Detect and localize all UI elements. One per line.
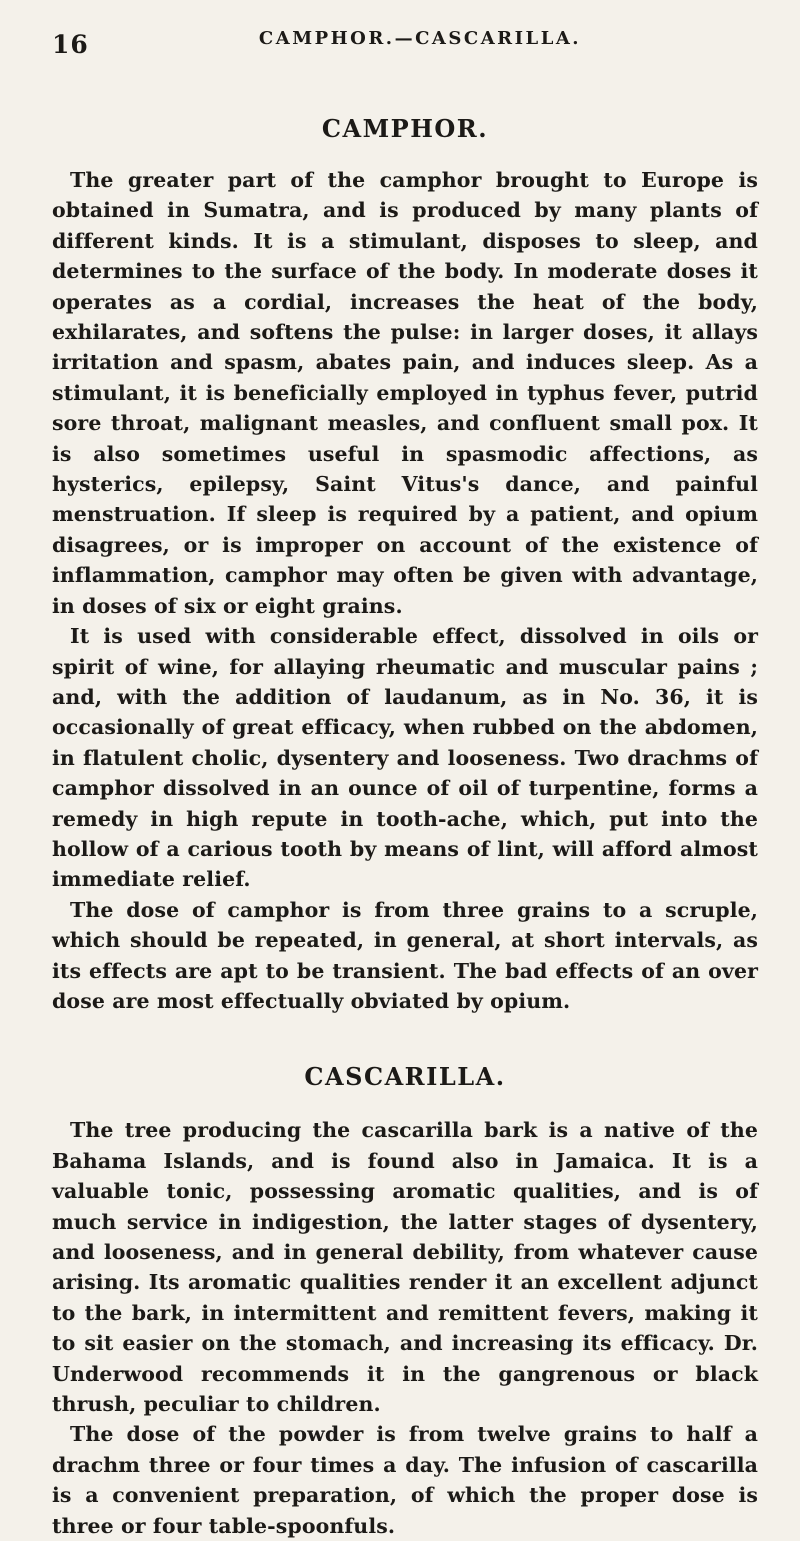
paragraph: It is used with considerable effect, dissolved in oils or spirit of wine, for allaying rheumatic and muscular pains ; and, with the addition of laudanum, as in No. 36, it is occasionally of great efficacy, when rubbed on the abdomen, in flatulent cholic, dysentery and looseness. Two drachms of camphor dissolved in an ounce of oil of turpentine, forms a remedy in high repute in tooth-ache, which, put into the hollow of a carious tooth by means of lint, will afford almost immediate relief. [52,624,758,892]
paragraph: The dose of camphor is from three grains to a scruple, which should be repeated, in general, at short intervals, as its effects are apt to be transient. The bad effects of an over dose are most effectually obviated by opium. [52,897,758,1013]
section-title-camphor: CAMPHOR. [321,114,489,143]
page-number: 16 [52,30,89,59]
paragraph: The greater part of the camphor brought to Europe is obtained in Sumatra, and is produced by many plants of different kinds. It is a stimulant, disposes to sleep, and determines to the surface of the body. In moderate doses it operates as a cordial, increases the heat of the body, exhilarates, and softens the pulse: in larger doses, it allays irritation and spasm, abates pain, and induces sleep. As a stimulant, it is beneficially employed in typhus fever, putrid sore throat, malignant measles, and confluent small pox. It is also sometimes useful in spasmodic affections, as hysterics, epilepsy, Saint Vitus's dance, and painful menstruation. If sleep is required by a patient, and opium disagrees, or is improper on account of the existence of inflammation, camphor may often be given with advantage, in doses of six or eight grains. [52,168,758,618]
section-title-cascarilla: CASCARILLA. [304,1062,506,1092]
paragraph: The dose of the powder is from twelve grains to half a drachm three or four times a day. The infusion of cascarilla is a convenient preparation, of which the proper dose is three or four table-spoonfuls. [52,1422,758,1538]
running-header [52,0,758,60]
paragraph: The tree producing the cascarilla bark is a native of the Bahama Islands, and is found also in Jamaica. It is a valuable tonic, possessing aromatic qualities, and is of much service in indigestion, the latter stages of dysentery, and looseness, and in general debility, from whatever cause arising. Its aromatic qualities render it an excellent adjunct to the bark, in intermittent and remittent fevers, making it to sit easier on the stomach, and increasing its efficacy. Dr. Underwood recommends it in the gangrenous or black thrush, peculiar to children. [52,1118,758,1417]
section-cascarilla [52,1062,758,1541]
running-title: CAMPHOR.—CASCARILLA. [258,28,582,49]
section-camphor [52,114,758,1016]
